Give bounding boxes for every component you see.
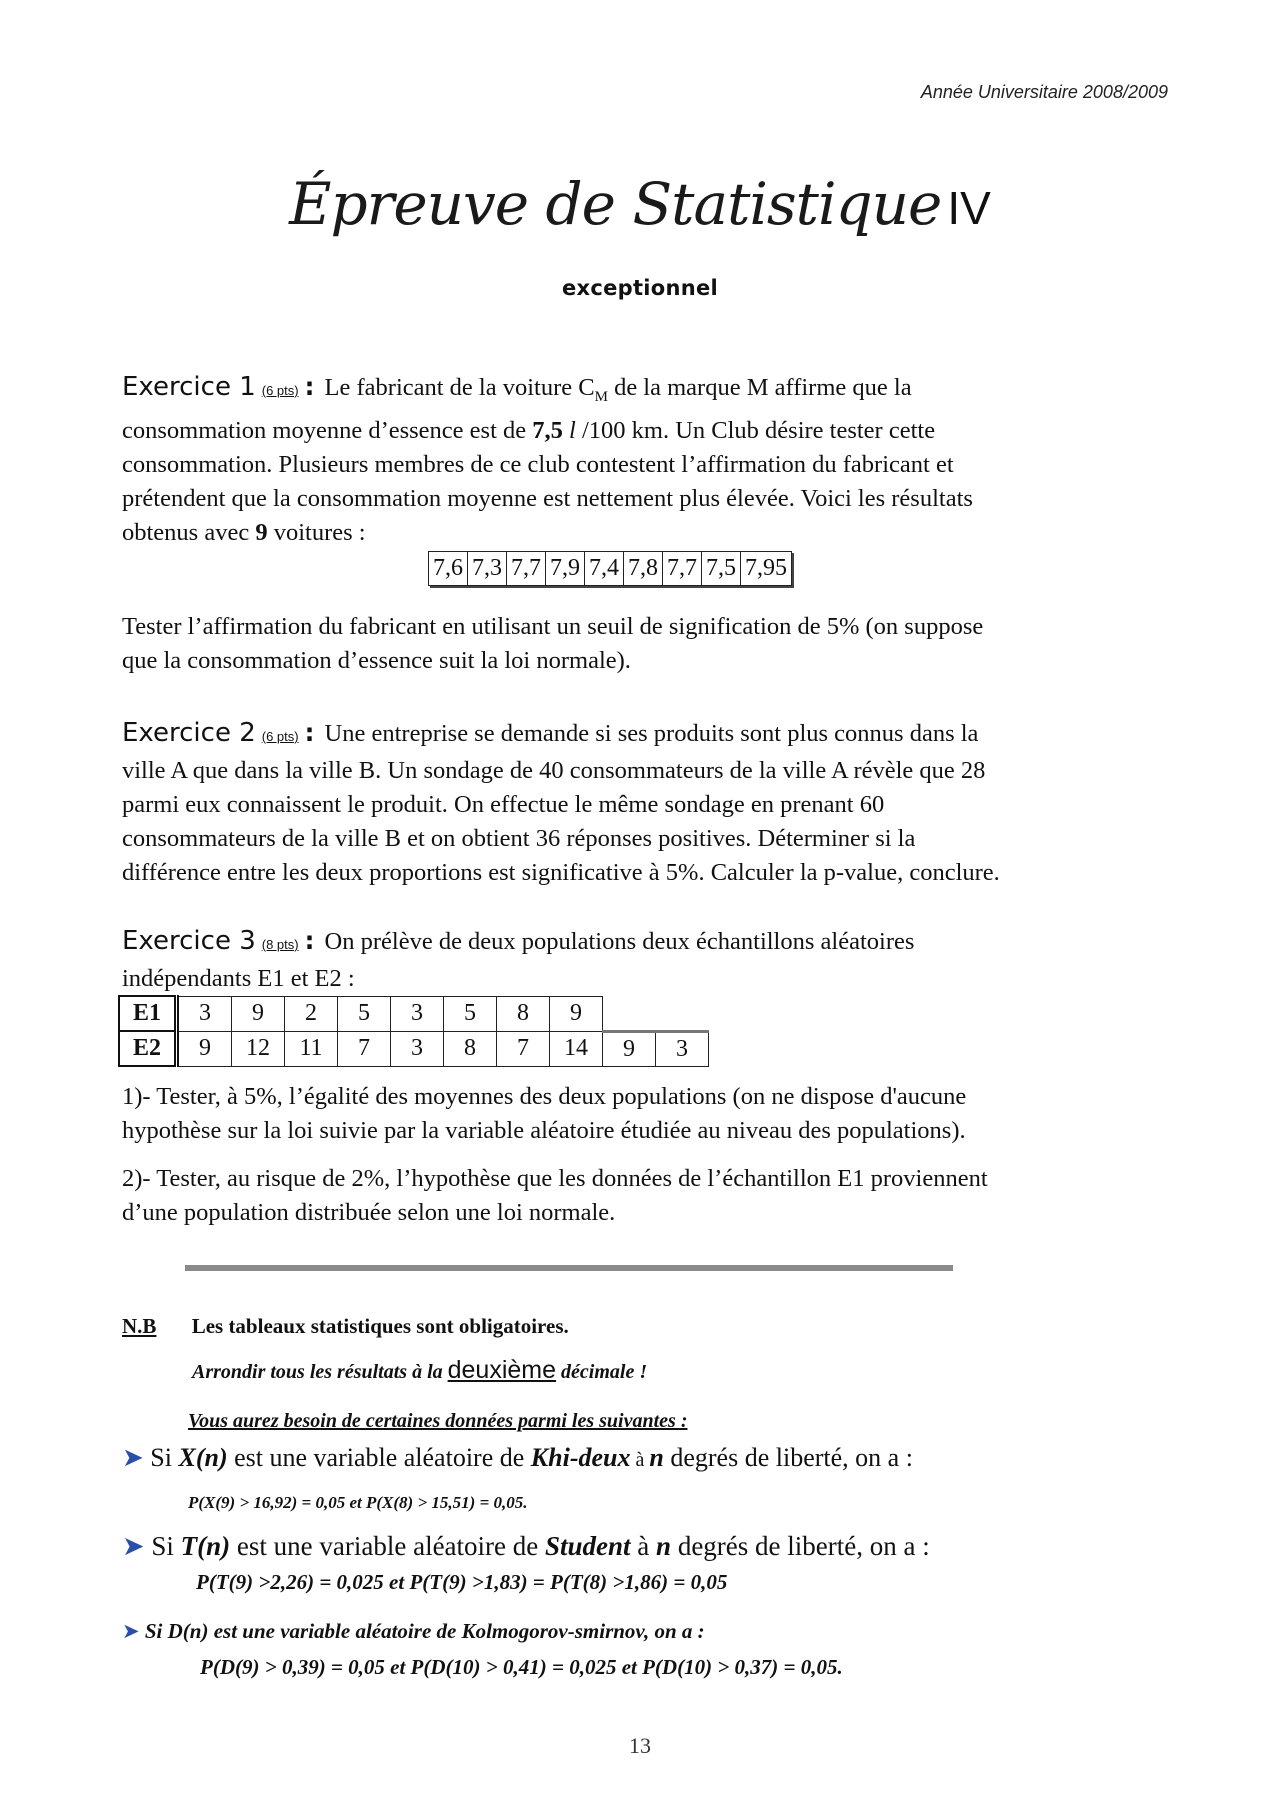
ex2-line-3: parmi eux connaissent le produit. On effectue le même sondage en prenant 60 bbox=[122, 791, 885, 818]
table-cell: 9 bbox=[232, 996, 285, 1031]
table-cell: 3 bbox=[177, 996, 232, 1031]
ex1-line-1b: de la marque M affirme que la bbox=[607, 374, 912, 401]
st-a: à bbox=[630, 1531, 657, 1561]
ex1-line-5a: obtenus avec bbox=[122, 518, 256, 546]
table-cell: 5 bbox=[338, 996, 391, 1031]
ex3-q2-line-2: d’une population distribuée selon une loi normale. bbox=[122, 1199, 616, 1226]
kolmogorov-values: P(D(9) > 0,39) = 0,05 et P(D(10) > 0,41) = 0,025 et P(D(10) > 0,37) = 0,05. bbox=[200, 1655, 843, 1679]
exercise-2-heading: Exercice 2 bbox=[122, 718, 256, 748]
ex1-subscript: M bbox=[594, 388, 608, 405]
table-cell: 2 bbox=[285, 996, 338, 1031]
exercise-2-colon: : bbox=[304, 718, 315, 747]
arrow-bullet-icon: ➤ bbox=[122, 1443, 144, 1473]
table-row bbox=[119, 996, 709, 1031]
ex1-line-2b: /100 km. Un Club désire tester cette bbox=[581, 416, 936, 444]
ex1-line-1: Le fabricant de la voiture C bbox=[324, 374, 595, 401]
table-cell: 5 bbox=[444, 996, 497, 1031]
arrow-bullet-icon: ➤ bbox=[122, 1619, 140, 1643]
rounding-text-c: décimale ! bbox=[556, 1361, 648, 1383]
exercise-1-colon: : bbox=[304, 372, 315, 401]
table-cell: 7,9 bbox=[546, 552, 585, 586]
khi-a: à bbox=[630, 1449, 650, 1471]
table-cell: 7,7 bbox=[663, 552, 702, 586]
ex1-unit: l bbox=[562, 416, 582, 444]
khi-deux-values: P(X(9) > 16,92) = 0,05 et P(X(8) > 15,51) = 0,05. bbox=[188, 1493, 528, 1512]
ex1-line-2a: consommation moyenne d’essence est de bbox=[122, 416, 533, 444]
table-cell: 7,95 bbox=[741, 552, 792, 586]
table-cell: 7,6 bbox=[429, 552, 468, 586]
st-var: T(n) bbox=[180, 1531, 231, 1561]
ex2-line-2: ville A que dans la ville B. Un sondage de 40 consommateurs de la ville A révèle que 28 bbox=[122, 757, 986, 784]
row-label-e1: E1 bbox=[119, 996, 177, 1031]
table-cell: 9 bbox=[550, 996, 603, 1031]
ex1-data-table bbox=[428, 551, 792, 586]
table-cell: 8 bbox=[497, 996, 550, 1031]
rounding-note bbox=[192, 1356, 647, 1385]
st-si: Si bbox=[151, 1531, 181, 1561]
ex3-line-1: On prélève de deux populations deux échantillons aléatoires bbox=[324, 928, 915, 955]
khi-text: est une variable aléatoire de bbox=[227, 1443, 531, 1472]
st-n: n bbox=[656, 1531, 672, 1561]
exercise-1-statement bbox=[122, 370, 1167, 550]
st-tail: degrés de liberté, on a : bbox=[671, 1531, 930, 1561]
empty-cell bbox=[656, 996, 709, 1031]
table-cell: 11 bbox=[285, 1031, 338, 1066]
table-cell: 9 bbox=[603, 1031, 656, 1066]
ex1-sample-size: 9 bbox=[255, 518, 268, 546]
title-number: IV bbox=[947, 182, 991, 234]
table-cell: 7,4 bbox=[585, 552, 624, 586]
ex3-line-2: indépendants E1 et E2 : bbox=[122, 965, 355, 992]
ex1-question-line-2: que la consommation d’essence suit la loi normale). bbox=[122, 647, 631, 674]
exercise-3-points: (8 pts) bbox=[261, 937, 299, 952]
empty-cell bbox=[603, 996, 656, 1031]
table-cell: 7,5 bbox=[702, 552, 741, 586]
exercise-3-heading: Exercice 3 bbox=[122, 926, 256, 956]
exam-title bbox=[0, 170, 1280, 238]
table-cell: 7,3 bbox=[468, 552, 507, 586]
exercise-3-question-1 bbox=[122, 1080, 1167, 1148]
ex3-q1-line-2: hypothèse sur la loi suivie par la variable aléatoire étudiée au niveau des populations). bbox=[122, 1117, 966, 1144]
arrow-bullet-icon: ➤ bbox=[122, 1531, 145, 1562]
st-text: est une variable aléatoire de bbox=[230, 1531, 545, 1561]
exercise-1-points: (6 pts) bbox=[261, 383, 299, 398]
table-cell: 7 bbox=[338, 1031, 391, 1066]
exercise-3-question-2 bbox=[122, 1162, 1167, 1230]
table-cell: 7 bbox=[497, 1031, 550, 1066]
exercise-1-heading: Exercice 1 bbox=[122, 372, 256, 402]
ex1-mean-value: 7,5 bbox=[532, 416, 563, 444]
student-statement bbox=[122, 1531, 930, 1562]
nb-tables-note: Les tableaux statistiques sont obligatoires. bbox=[191, 1314, 569, 1338]
student-values: P(T(9) >2,26) = 0,025 et P(T(9) >1,83) = P(T(8) >1,86) = 0,05 bbox=[196, 1570, 728, 1594]
ex3-q1-line-1: 1)- Tester, à 5%, l’égalité des moyennes des deux populations (on ne dispose d'aucune bbox=[122, 1083, 967, 1110]
exercise-2-statement bbox=[122, 716, 1167, 890]
table-cell: 8 bbox=[444, 1031, 497, 1066]
ks-text: Si D(n) est une variable aléatoire de Kolmogorov-smirnov, on a : bbox=[144, 1619, 705, 1643]
table-cell: 9 bbox=[177, 1031, 232, 1066]
khi-law: Khi-deux bbox=[530, 1443, 631, 1472]
ex2-line-1: Une entreprise se demande si ses produits sont plus connus dans la bbox=[324, 720, 979, 747]
title-text: Épreuve de Statistique bbox=[289, 170, 942, 238]
exam-subtitle: exceptionnel bbox=[561, 276, 719, 300]
rounding-text-a: Arrondir tous les résultats à la bbox=[192, 1361, 448, 1383]
khi-deux-statement bbox=[122, 1443, 913, 1473]
ex2-line-5: différence entre les deux proportions est significative à 5%. Calculer la p-value, conclure. bbox=[122, 859, 1000, 886]
ex2-line-4: consommateurs de la ville B et on obtient 36 réponses positives. Déterminer si la bbox=[122, 825, 916, 852]
table-cell: 3 bbox=[391, 996, 444, 1031]
exercise-1-question bbox=[122, 610, 1167, 678]
exercise-3-statement bbox=[122, 924, 1167, 996]
table-cell: 7,8 bbox=[624, 552, 663, 586]
ex1-question-line-1: Tester l’affirmation du fabricant en utilisant un seuil de signification de 5% (on suppose bbox=[122, 613, 984, 640]
exercise-2-points: (6 pts) bbox=[261, 729, 299, 744]
academic-year: Année Universitaire 2008/2009 bbox=[920, 82, 1168, 102]
nb-label: N.B bbox=[122, 1314, 157, 1338]
ex1-line-5b: voitures : bbox=[267, 518, 366, 546]
khi-n: n bbox=[649, 1443, 664, 1472]
section-divider bbox=[185, 1265, 953, 1271]
table-row bbox=[429, 552, 792, 586]
ex3-samples-table bbox=[118, 995, 709, 1067]
khi-var: X(n) bbox=[178, 1443, 228, 1472]
khi-si: Si bbox=[150, 1443, 179, 1472]
st-law: Student bbox=[545, 1531, 631, 1561]
table-row bbox=[119, 1031, 709, 1066]
ex3-q2-line-1: 2)- Tester, au risque de 2%, l’hypothèse que les données de l’échantillon E1 proviennent bbox=[122, 1165, 988, 1192]
exercise-3-colon: : bbox=[304, 926, 315, 955]
row-label-e2: E2 bbox=[119, 1031, 177, 1066]
ex1-line-3: consommation. Plusieurs membres de ce club contestent l’affirmation du fabricant et bbox=[122, 450, 954, 478]
table-cell: 14 bbox=[550, 1031, 603, 1066]
page-number: 13 bbox=[629, 1733, 651, 1758]
kolmogorov-statement bbox=[122, 1619, 705, 1644]
table-cell: 7,7 bbox=[507, 552, 546, 586]
ex1-line-4: prétendent que la consommation moyenne est nettement plus élevée. Voici les résultats bbox=[122, 484, 973, 512]
table-cell: 3 bbox=[391, 1031, 444, 1066]
rounding-emphasis: deuxième bbox=[447, 1356, 557, 1384]
data-needed-note: Vous aurez besoin de certaines données parmi les suivantes : bbox=[188, 1410, 688, 1432]
table-cell: 3 bbox=[656, 1031, 709, 1066]
nb-block bbox=[122, 1314, 569, 1339]
khi-tail: degrés de liberté, on a : bbox=[663, 1443, 913, 1472]
table-cell: 12 bbox=[232, 1031, 285, 1066]
